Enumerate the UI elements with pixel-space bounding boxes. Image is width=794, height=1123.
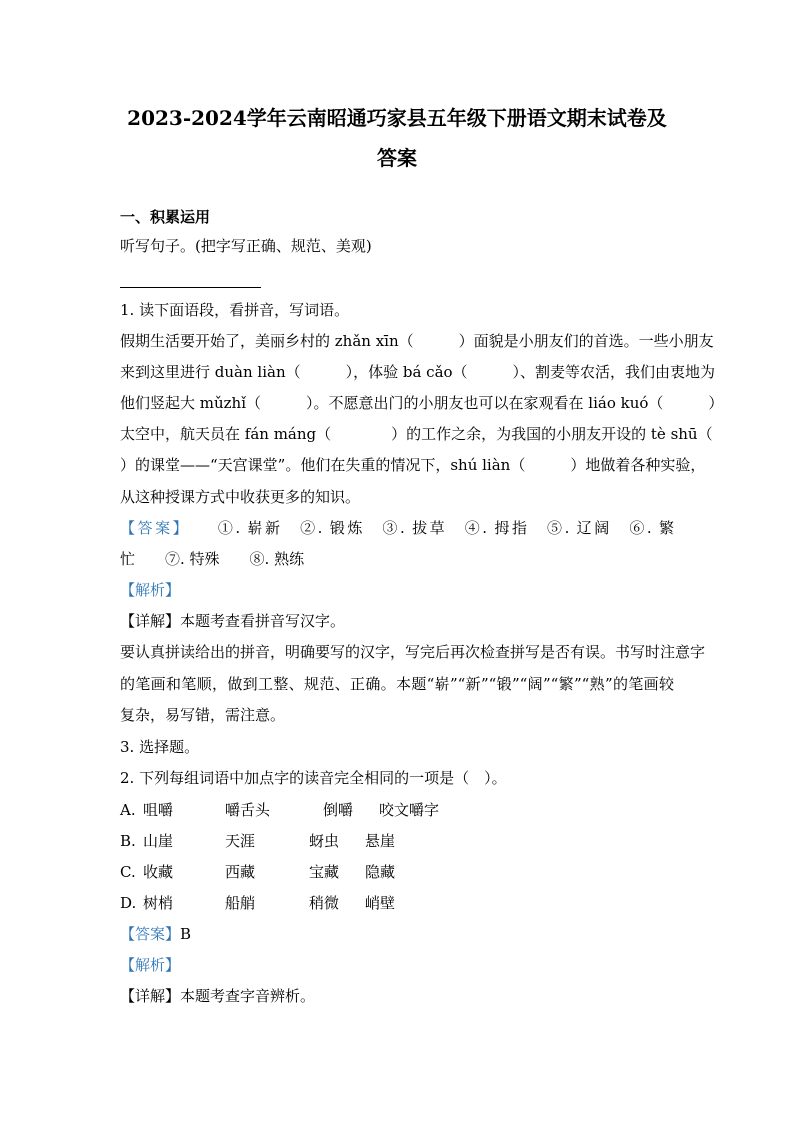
q2-option-d bbox=[120, 893, 674, 913]
q2-detail: 【详解】本题考查字音辨析。 bbox=[120, 987, 316, 1005]
option-word: 蚜虫 bbox=[309, 832, 340, 850]
q1-answers: ①. 崭新 ②. 锻炼 ③. 拔草 ④. 拇指 ⑤. 辽阔 ⑥. 繁 bbox=[217, 519, 674, 537]
option-word: 嚼舌头 bbox=[225, 801, 271, 819]
option-word: 咬文嚼字 bbox=[379, 801, 440, 819]
q2-option-c bbox=[120, 862, 674, 882]
q1-explanation: 的笔画和笔顺，做到工整、规范、正确。本题“崭”“新”“锻”“阔”“繁”“熟”的笔画较 bbox=[120, 675, 674, 693]
q1-line: 假期生活要开始了，美丽乡村的 zhǎn xīn（ ）面貌是小朋友们的首选。一些小朋友 bbox=[120, 332, 714, 350]
answer-label: 【答案】 bbox=[120, 925, 181, 943]
q1-line: 来到这里进行 duàn liàn（ ），体验 bá cǎo（ ）、割麦等农活，我们由衷地为 bbox=[120, 363, 716, 381]
q2-option-a bbox=[120, 800, 674, 820]
option-word: 稍微 bbox=[309, 894, 340, 912]
q1-answers-cont: 忙 ⑦. 特殊 ⑧. 熟练 bbox=[120, 550, 305, 568]
answer-line bbox=[120, 287, 261, 288]
q1-detail: 【详解】本题考查看拼音写汉字。 bbox=[120, 612, 346, 630]
option-word: 收藏 bbox=[143, 863, 174, 881]
option-letter: C. bbox=[120, 863, 136, 881]
option-word: 峭壁 bbox=[365, 894, 396, 912]
q2-answer-row bbox=[120, 924, 674, 944]
analysis-label: 【解析】 bbox=[120, 581, 181, 599]
option-letter: A. bbox=[120, 801, 136, 819]
q2-option-b bbox=[120, 831, 674, 851]
q1-explanation: 复杂，易写错，需注意。 bbox=[120, 706, 286, 724]
option-letter: D. bbox=[120, 894, 137, 912]
option-word: 宝藏 bbox=[309, 863, 340, 881]
option-word: 咀嚼 bbox=[143, 801, 174, 819]
option-word: 船艄 bbox=[225, 894, 256, 912]
answer-label: 【答案】 bbox=[120, 519, 183, 537]
q2-title: 2. 下列每组词语中加点字的读音完全相同的一项是（ ）。 bbox=[120, 769, 507, 787]
option-word: 山崖 bbox=[143, 832, 174, 850]
q1-line: ）的课堂——“天宫课堂”。他们在失重的情况下，shú liàn（ ）地做着各种实验， bbox=[120, 456, 706, 474]
option-letter: B. bbox=[120, 832, 136, 850]
option-word: 天涯 bbox=[225, 832, 256, 850]
option-word: 倒嚼 bbox=[323, 801, 354, 819]
analysis-label: 【解析】 bbox=[120, 956, 181, 974]
q1-line: 他们竖起大 mǔzhǐ（ ）。不愿意出门的小朋友也可以在家观看在 liáo kuó（ ） bbox=[120, 394, 724, 412]
q1-line: 太空中，航天员在 fán máng（ ）的工作之余，为我国的小朋友开设的 tè shū（ bbox=[120, 425, 713, 443]
section-heading: 一、积累运用 bbox=[120, 208, 211, 226]
option-word: 西藏 bbox=[225, 863, 256, 881]
q2-answer: B bbox=[180, 925, 192, 943]
q1-line: 从这种授课方式中收获更多的知识。 bbox=[120, 488, 361, 506]
section-choice: 3. 选择题。 bbox=[120, 738, 200, 756]
option-word: 悬崖 bbox=[365, 832, 396, 850]
dictation-prompt: 听写句子。(把字写正确、规范、美观) bbox=[120, 237, 372, 255]
q1-answer-row bbox=[120, 518, 674, 538]
q1-title: 1. 读下面语段，看拼音，写词语。 bbox=[120, 301, 350, 319]
option-word: 隐藏 bbox=[365, 863, 396, 881]
option-word: 树梢 bbox=[143, 894, 174, 912]
doc-title-line1: 2023-2024学年云南昭通巧家县五年级下册语文期末试卷及 bbox=[127, 106, 667, 130]
doc-title-line2: 答案 bbox=[377, 146, 417, 170]
q1-explanation: 要认真拼读给出的拼音，明确要写的汉字，写完后再次检查拼写是否有误。书写时注意字 bbox=[120, 643, 706, 661]
